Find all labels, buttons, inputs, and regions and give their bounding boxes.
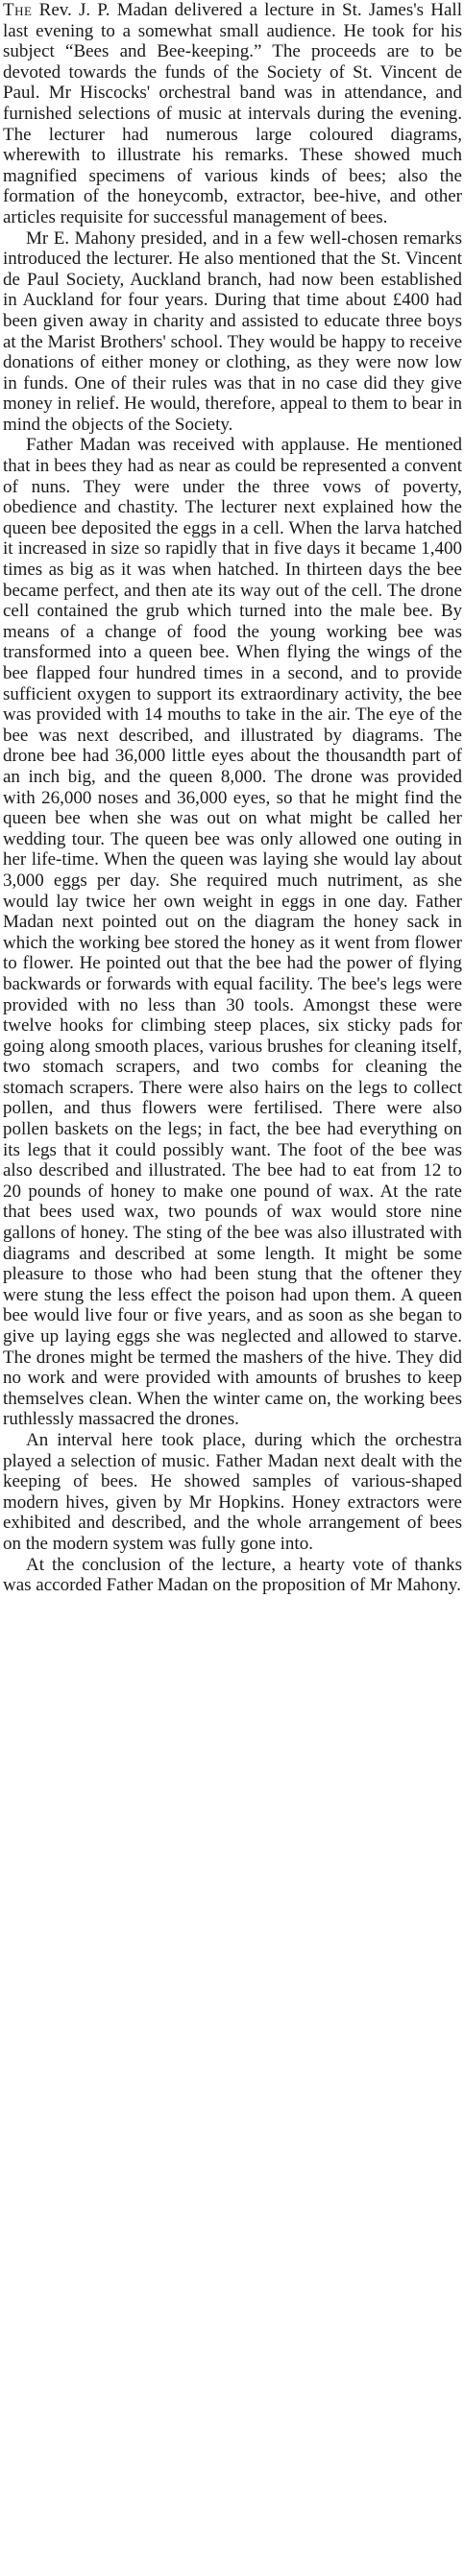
article-paragraph-5: At the conclusion of the lecture, a hearty vote of thanks was accorded Father Madan on the proposition of Mr Mahony. [3,1554,462,1596]
article-paragraph-1 [3,0,462,228]
article-lead-word: The [3,0,33,20]
article-paragraph-3: Father Madan was received with applause. He mentioned that in bees they had as near as could be represented a convent of nuns. They were under the three vows of poverty, obedience and chastity. The lecturer next explained how the queen bee deposited the eggs in a cell. When the larva hatched it increased in size so rapidly that in five days it became 1,400 times as big as it was when hatched. In thirteen days the bee became perfect, and then ate its way out of the cell. The drone cell contained the grub which turned into the male bee. By means of a change of food the young working bee was transformed into a queen bee. When flying the wings of the bee flapped four hundred times in a second, and to provide sufficient oxygen to support its extraordinary activity, the bee was provided with 14 mouths to take in the air. The eye of the bee was next described, and illustrated by diagrams. The drone bee had 36,000 little eyes about the thousandth part of an inch big, and the queen 8,000. The drone was provided with 26,000 noses and 36,000 eyes, so that he might find the queen bee when she was out on what might be called her wedding tour. The queen bee was only allowed one outing in her life-time. When the queen was laying she would lay about 3,000 eggs per day. She required much nutriment, as she would lay twice her own weight in eggs in one day. Father Madan next pointed out on the diagram the honey sack in which the working bee stored the honey as it went from flower to flower. He pointed out that the bee had the power of flying backwards or forwards with equal facility. The bee's legs were provided with no less than 30 tools. Amongst these were twelve hooks for climbing steep places, six sticky pads for going along smooth places, various brushes for cleaning itself, two stomach scrapers, and two combs for cleaning the stomach scrapers. There were also hairs on the legs to collect pollen, and thus flowers were fertilised. There were also pollen baskets on the legs; in fact, the bee had everything on its legs that it could possibly want. The foot of the bee was also described and illustrated. The bee had to eat from 12 to 20 pounds of honey to make one pound of wax. At the rate that bees used wax, two pounds of wax would store nine gallons of honey. The sting of the bee was also illustrated with diagrams and described at some length. It might be some pleasure to those who had been stung that the oftener they were stung the less effect the poison had upon them. A queen bee would live four or five years, and as soon as she began to give up laying eggs she was neglected and allowed to starve. The drones might be termed the mashers of the hive. They did no work and were provided with amounts of brushes to keep themselves clean. When the winter came on, the working bees ruthlessly massacred the drones. [3,435,462,1430]
article-paragraph-4: An interval here took place, during which the orchestra played a selection of music. Father Madan next dealt with the keeping of bees. He showed samples of various-shaped modern hives, given by Mr Hopkins. Honey extractors were exhibited and described, and the whole arrangement of bees on the modern system was fully gone into. [3,1429,462,1554]
article-paragraph-2: Mr E. Mahony presided, and in a few well-chosen remarks introduced the lecturer. He also mentioned that the St. Vincent de Paul Society, Auckland branch, had now been established in Auckland for four years. During that time about £400 had been given away in charity and assisted to educate three boys at the Marist Brothers' school. They would be happy to receive donations of either money or clothing, as they were now low in funds. One of their rules was that in no case did they give money in relief. He would, therefore, appeal to them to bear in mind the objects of the Society. [3,227,462,435]
article-paragraph-1-text: Rev. J. P. Madan delivered a lecture in St. James's Hall last evening to a somewhat small audience. He took for his subject “Bees and Bee-keeping.” The proceeds are to be devoted towards the funds of the Society of St. Vincent de Paul. Mr Hiscocks' orchestral band was in attendance, and furnished selections of music at intervals during the evening. The lecturer had numerous large coloured diagrams, wherewith to illustrate his remarks. These showed much magnified specimens of various kinds of bees; also the formation of the honeycomb, extractor, bee-hive, and other articles requisite for successful management of bees. [3,0,462,227]
